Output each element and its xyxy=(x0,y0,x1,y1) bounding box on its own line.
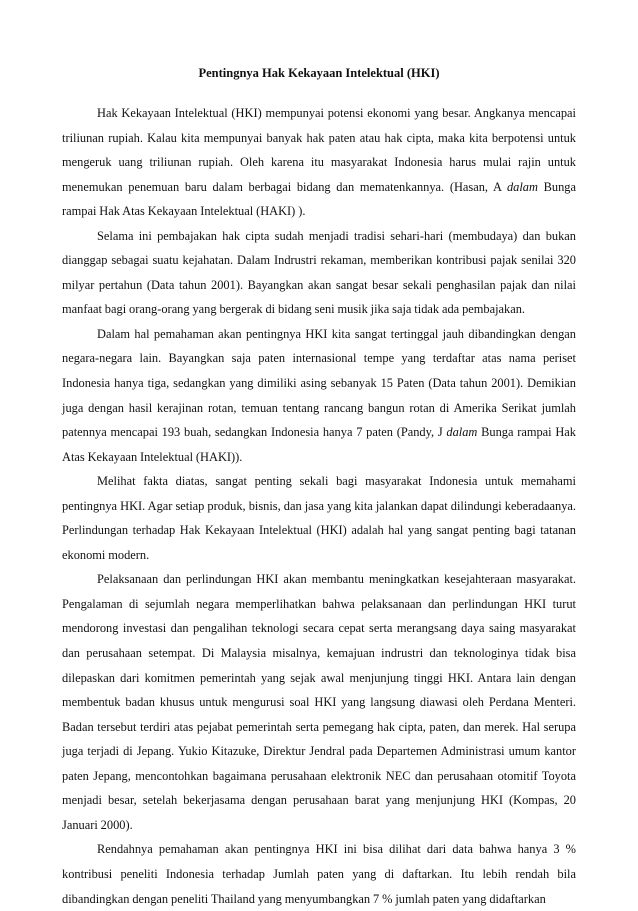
paragraph-1-italic: dalam xyxy=(506,179,538,194)
paragraph-5: Pelaksanaan dan perlindungan HKI akan membantu meningkatkan kesejahteraan masyarakat. Pengalaman di sejumlah negara memperlihatkan bahwa pelaksanaan dan perlindungan HKI turut mendorong investasi dan pengalihan teknologi secara cepat serta merangsang daya saing masyarakat dan perusahaan setempat. Di Malaysia misalnya, kemajuan indrustri dan teknologinya tidak bisa dilepaskan dari komitmen pemerintah yang sejak awal menjunjung tinggi HKI. Antara lain dengan membentuk badan khusus untuk mengurusi soal HKI yang langsung diawasi oleh Perdana Menteri. Badan tersebut terdiri atas pejabat pemerintah serta pemegang hak cipta, paten, dan merek. Hal serupa juga terjadi di Jepang. Yukio Kitazuke, Direktur Jendral pada Departemen Administrasi umum kantor paten Jepang, mencontohkan bagaimana perusahaan elektronik NEC dan perusahaan otomitif Toyota menjadi besar, setelah bekerjasama dengan perusahaan barat yang menjunjung HKI (Kompas, 20 Januari 2000). xyxy=(62,572,576,832)
paragraph-1-text-end: Bunga rampai Hak Atas Kekayaan Intelektual (HAKI) ). xyxy=(62,179,576,219)
document-title: Pentingnya Hak Kekayaan Intelektual (HKI) xyxy=(198,66,440,80)
document-body xyxy=(62,101,576,911)
paragraph-3-italic: dalam xyxy=(446,425,478,440)
paragraph-1 xyxy=(62,101,576,224)
paragraph-6: Rendahnya pemahaman akan pentingnya HKI ini bisa dilihat dari data bahwa hanya 3 % kontribusi peneliti Indonesia terhadap Jumlah paten yang di daftarkan. Itu lebih rendah bila dibandingkan dengan peneliti Thailand yang menyumbangkan 7 % jumlah paten yang didaftarkan xyxy=(62,842,576,906)
paragraph-3 xyxy=(62,322,576,469)
paragraph-4: Melihat fakta diatas, sangat penting sekali bagi masyarakat Indonesia untuk memahami pentingnya HKI. Agar setiap produk, bisnis, dan jasa yang kita jalankan dapat dilindungi keberadaanya. Perlindungan terhadap Hak Kekayaan Intelektual (HKI) adalah hal yang sangat penting bagi tatanan ekonomi modern. xyxy=(62,474,576,562)
paragraph-2: Selama ini pembajakan hak cipta sudah menjadi tradisi sehari-hari (membudaya) dan bukan dianggap sebagai suatu kejahatan. Dalam Indrustri rekaman, memberikan kontribusi pajak senilai 320 milyar pertahun (Data tahun 2001). Bayangkan akan sangat besar sekali penghasilan pajak dan nilai manfaat bagi orang-orang yang bergerak di bidang seni musik jika saja tidak ada pembajakan. xyxy=(62,228,576,317)
paragraph-3-text: Dalam hal pemahaman akan pentingnya HKI kita sangat tertinggal jauh dibandingkan dengan negara-negara lain. Bayangkan saja paten internasional tempe yang terdaftar atas nama periset Indonesia hanya tiga, sedangkan yang dimiliki asing sebanyak 15 Paten (Data tahun 2001). Demikian juga dengan hasil kerajinan rotan, temuan tentang rancang bangun rotan di Amerika Serikat jumlah patennya mencapai 193 buah, sedangkan Indonesia hanya 7 paten (Pandy, J xyxy=(62,326,576,440)
paragraph-1-text: Hak Kekayaan Intelektual (HKI) mempunyai potensi ekonomi yang besar. Angkanya mencapai triliunan rupiah. Kalau kita mempunyai banyak hak paten atau hak cipta, maka kita berpotensi untuk mengeruk uang triliunan rupiah. Oleh karena itu masyarakat Indonesia harus mulai rajin untuk menemukan penemuan baru dalam berbagai bidang dan mematenkannya. (Hasan, A xyxy=(62,106,576,194)
paragraph-3-text-end: Bunga rampai Hak Atas Kekayaan Intelektual (HAKI)). xyxy=(62,425,576,464)
